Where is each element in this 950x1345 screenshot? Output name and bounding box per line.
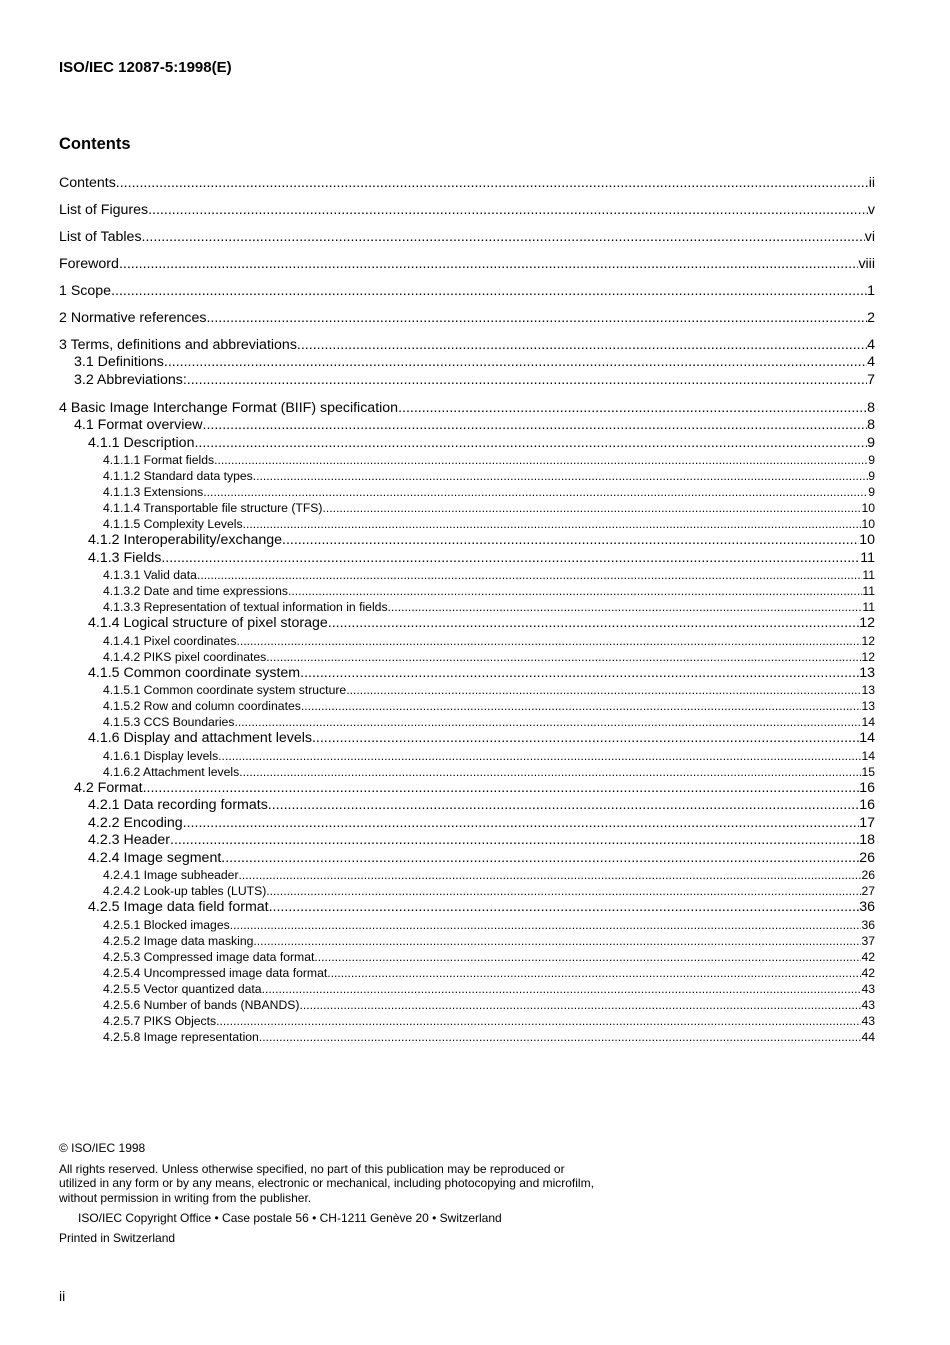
toc-entry[interactable] (59, 532, 875, 550)
toc-leader-dots (142, 229, 865, 246)
toc-entry-title: 4.2.4.2 Look-up tables (LUTS) (103, 884, 267, 898)
toc-entry[interactable] (59, 883, 875, 899)
toc-entry-title: 4.2.4 Image segment (88, 849, 222, 866)
toc-entry[interactable] (59, 933, 875, 949)
toc-entry[interactable] (59, 400, 875, 417)
toc-entry-title: 4.2.5.4 Uncompressed image data format (103, 965, 328, 980)
toc-entry[interactable] (59, 468, 875, 484)
toc-entry-page: 13 (859, 664, 875, 681)
toc-entry-page: 14 (861, 748, 875, 763)
contents-heading: Contents (59, 135, 131, 153)
toc-entry[interactable] (59, 615, 875, 633)
toc-leader-dots (259, 1029, 862, 1045)
toc-entry[interactable] (59, 698, 875, 714)
toc-entry[interactable] (59, 310, 875, 327)
toc-leader-dots (239, 764, 861, 780)
toc-leader-dots (206, 310, 867, 327)
toc-entry-title: 4.1.6.1 Display levels (103, 748, 219, 763)
toc-leader-dots (203, 417, 868, 435)
toc-entry-title: 4.2.5.8 Image representation (103, 1029, 259, 1044)
toc-entry-title: 4.2.5.2 Image data masking (103, 933, 254, 948)
toc-leader-dots (239, 867, 862, 883)
toc-entry-title: 4.2.5.1 Blocked images (103, 917, 230, 932)
toc-entry-page: 15 (861, 764, 875, 779)
toc-entry[interactable] (59, 899, 875, 917)
toc-entry[interactable] (59, 682, 875, 698)
toc-entry-page: 7 (867, 371, 875, 388)
toc-entry-title: 4.1.4 Logical structure of pixel storage (88, 615, 328, 631)
toc-entry[interactable] (59, 229, 875, 246)
toc-entry-title: 4.1.1.5 Complexity Levels (103, 517, 243, 531)
toc-leader-dots (327, 965, 861, 981)
toc-entry-page: 18 (859, 832, 875, 848)
toc-leader-dots (221, 850, 859, 868)
toc-entry[interactable] (59, 981, 875, 997)
toc-entry-page: v (867, 202, 875, 218)
toc-entry-title: 4 Basic Image Interchange Format (BIIF) specification (59, 400, 399, 416)
toc-entry-page: 11 (862, 600, 875, 614)
toc-entry[interactable] (59, 949, 875, 965)
toc-entry-title: 3.1 Definitions (74, 354, 164, 370)
toc-leader-dots (170, 832, 859, 850)
toc-leader-dots (116, 175, 869, 192)
toc-entry-title: 4.1.4.2 PIKS pixel coordinates (103, 649, 267, 664)
toc-leader-dots (301, 698, 862, 714)
toc-entry[interactable] (59, 997, 875, 1013)
toc-entry-title: 4.1.1 Description (88, 434, 195, 451)
toc-entry[interactable] (59, 354, 875, 372)
toc-entry-page: 12 (861, 649, 875, 664)
toc-entry-title: 4.2.5.3 Compressed image data format (103, 949, 315, 964)
toc-entry-page: 1 (867, 283, 875, 299)
toc-leader-dots (312, 730, 859, 748)
toc-entry-title: 4.1.3.1 Valid data (103, 568, 197, 582)
toc-entry-title: 4.1.1.2 Standard data types (103, 469, 253, 483)
toc-entry-title: 4.2.5.5 Vector quantized data (103, 981, 262, 996)
toc-entry-page: 42 (861, 965, 875, 980)
toc-entry-page: 10 (861, 517, 875, 531)
toc-entry[interactable] (59, 202, 875, 219)
toc-entry-page: 14 (859, 730, 875, 746)
toc-entry[interactable] (59, 516, 875, 532)
toc-entry-page: 11 (862, 584, 875, 598)
toc-entry[interactable] (59, 748, 875, 764)
toc-entry[interactable] (59, 1029, 875, 1045)
toc-entry-title: 4.2.5 Image data field format (88, 899, 269, 915)
toc-entry-title: 4.1.5.3 CCS Boundaries (103, 715, 235, 729)
toc-entry-page: 2 (867, 310, 875, 326)
toc-entry-page: 43 (861, 997, 875, 1012)
toc-entry[interactable] (59, 917, 875, 933)
toc-leader-dots (143, 780, 860, 798)
toc-entry-title: 4.2.5.7 PIKS Objects (103, 1013, 217, 1028)
toc-leader-dots (299, 997, 861, 1013)
toc-entry[interactable] (59, 965, 875, 981)
toc-entry[interactable] (59, 665, 875, 683)
toc-entry-page: 9 (868, 469, 875, 483)
toc-entry-page: 14 (861, 715, 875, 729)
toc-entry-title: List of Figures (59, 202, 149, 218)
rights-statement: All rights reserved. Unless otherwise specified, no part of this publication may be reproduced or utilized in any form or by any means, electronic or mechanical, including photocopying and microfilm, without permission in writing from the publisher. (59, 1161, 594, 1205)
toc-entry[interactable] (59, 500, 875, 516)
toc-entry-title: 4.1.3 Fields (88, 549, 162, 566)
toc-entry-page: 16 (859, 797, 875, 813)
page-number: ii (59, 1288, 66, 1304)
toc-entry[interactable] (59, 714, 875, 730)
toc-entry-title: 3 Terms, definitions and abbreviations (59, 337, 297, 353)
toc-entry-page: 4 (867, 337, 875, 353)
toc-entry-title: 4.1.5.2 Row and column coordinates (103, 699, 301, 713)
table-of-contents (59, 175, 875, 1045)
toc-entry-page: 36 (859, 899, 875, 915)
toc-entry-page: ii (868, 175, 875, 191)
toc-entry-title: 4.1.1.4 Transportable file structure (TFS) (103, 501, 323, 515)
toc-entry-title: 4.1.5 Common coordinate system (88, 664, 301, 681)
toc-entry-title: 1 Scope (59, 283, 112, 299)
toc-leader-dots (197, 567, 862, 583)
toc-entry-page: 13 (861, 683, 875, 697)
toc-entry-page: 9 (868, 453, 875, 467)
toc-leader-dots (288, 583, 862, 599)
toc-leader-dots (388, 599, 863, 615)
toc-leader-dots (214, 452, 868, 468)
toc-leader-dots (243, 516, 862, 532)
toc-entry-title: 3.2 Abbreviations: (74, 371, 187, 388)
toc-entry-page: 44 (861, 1029, 875, 1044)
toc-entry[interactable] (59, 372, 875, 390)
copyright-footer (59, 1141, 599, 1245)
toc-leader-dots (322, 500, 861, 516)
toc-leader-dots (266, 883, 861, 899)
toc-entry-page: 10 (859, 532, 875, 548)
toc-entry-title: 4.1.3.2 Date and time expressions (103, 584, 288, 598)
toc-entry-title: List of Tables (59, 229, 142, 245)
toc-leader-dots (314, 949, 861, 965)
toc-leader-dots (328, 615, 859, 633)
toc-entry[interactable] (59, 256, 875, 273)
toc-entry-title: 2 Normative references (59, 310, 207, 326)
toc-entry[interactable] (59, 417, 875, 435)
toc-entry-title: 4.1.6 Display and attachment levels (88, 730, 312, 746)
toc-entry-page: viii (858, 256, 875, 272)
toc-entry[interactable] (59, 649, 875, 665)
toc-leader-dots (266, 649, 861, 665)
toc-entry-title: 4.2.3 Header (88, 832, 171, 848)
toc-entry-page: 9 (868, 485, 875, 499)
toc-leader-dots (236, 633, 861, 649)
toc-entry-title: 4.1.4.1 Pixel coordinates (103, 633, 237, 648)
toc-leader-dots (111, 283, 867, 300)
toc-entry-page: 16 (859, 779, 875, 796)
toc-entry-page: 8 (867, 417, 875, 433)
toc-entry[interactable] (59, 484, 875, 500)
toc-entry-page: 12 (859, 615, 875, 631)
toc-entry-page: 26 (861, 868, 875, 882)
toc-entry[interactable] (59, 780, 875, 798)
toc-entry-title: 4.2 Format (74, 779, 143, 796)
copyright-notice: © ISO/IEC 1998 (59, 1141, 146, 1155)
toc-entry-title: 4.1 Format overview (74, 417, 203, 433)
toc-leader-dots (234, 714, 861, 730)
toc-entry-page: 43 (861, 1013, 875, 1028)
toc-leader-dots (346, 682, 861, 698)
toc-leader-dots (203, 484, 868, 500)
toc-entry-page: 36 (861, 917, 875, 932)
toc-leader-dots (187, 372, 867, 390)
toc-leader-dots (119, 256, 859, 273)
toc-entry-title: 4.2.2 Encoding (88, 814, 183, 831)
toc-leader-dots (164, 354, 867, 372)
toc-entry[interactable] (59, 599, 875, 615)
toc-leader-dots (148, 202, 868, 219)
toc-entry[interactable] (59, 550, 875, 568)
toc-entry[interactable] (59, 832, 875, 850)
document-header: ISO/IEC 12087-5:1998(E) (59, 59, 232, 76)
toc-entry-page: 12 (861, 633, 875, 648)
toc-leader-dots (253, 933, 861, 949)
toc-entry-page: 42 (861, 949, 875, 964)
toc-entry-page: 17 (859, 814, 875, 831)
toc-entry-page: 13 (861, 699, 875, 713)
toc-entry-title: 4.1.6.2 Attachment levels (103, 764, 240, 779)
toc-entry-page: 9 (867, 434, 875, 451)
toc-leader-dots (161, 550, 860, 568)
toc-entry[interactable] (59, 435, 875, 453)
toc-leader-dots (398, 400, 867, 417)
toc-entry-page: 37 (861, 933, 875, 948)
toc-entry-page: 11 (862, 568, 875, 582)
toc-entry[interactable] (59, 175, 875, 192)
toc-entry-title: 4.2.5.6 Number of bands (NBANDS) (103, 997, 300, 1012)
toc-entry-page: 26 (859, 849, 875, 866)
toc-entry[interactable] (59, 452, 875, 468)
toc-leader-dots (282, 532, 859, 550)
toc-entry[interactable] (59, 867, 875, 883)
toc-leader-dots (253, 468, 868, 484)
toc-entry[interactable] (59, 730, 875, 748)
toc-leader-dots (297, 337, 867, 354)
toc-leader-dots (216, 1013, 861, 1029)
toc-entry-title: Foreword (59, 256, 119, 272)
toc-entry-page: vi (864, 229, 875, 245)
toc-leader-dots (230, 917, 862, 933)
toc-entry-page: 43 (861, 981, 875, 996)
toc-entry-title: Contents (59, 175, 116, 191)
toc-entry[interactable] (59, 815, 875, 833)
toc-entry-title: 4.1.3.3 Representation of textual information in fields (103, 600, 388, 614)
toc-entry[interactable] (59, 583, 875, 599)
toc-entry-page: 27 (861, 884, 875, 898)
toc-entry-title: 4.1.1.3 Extensions (103, 485, 204, 499)
printed-in: Printed in Switzerland (59, 1230, 176, 1245)
toc-entry[interactable] (59, 797, 875, 815)
toc-leader-dots (262, 981, 862, 997)
toc-entry-page: 8 (867, 400, 875, 416)
toc-entry-title: 4.2.4.1 Image subheader (103, 868, 239, 882)
copyright-office-address: ISO/IEC Copyright Office • Case postale 56 • CH-1211 Genève 20 • Switzerland (78, 1211, 502, 1225)
toc-entry-title: 4.1.2 Interoperability/exchange (88, 532, 283, 548)
toc-leader-dots (269, 899, 860, 917)
toc-entry-title: 4.1.5.1 Common coordinate system structure (103, 683, 347, 697)
toc-entry-page: 11 (860, 549, 875, 566)
toc-entry-page: 10 (861, 501, 875, 515)
toc-entry[interactable] (59, 850, 875, 868)
toc-entry[interactable] (59, 1013, 875, 1029)
toc-entry[interactable] (59, 764, 875, 780)
toc-entry[interactable] (59, 283, 875, 300)
toc-leader-dots (194, 435, 867, 453)
toc-entry[interactable] (59, 337, 875, 354)
toc-leader-dots (183, 815, 860, 833)
toc-leader-dots (300, 665, 859, 683)
toc-entry[interactable] (59, 567, 875, 583)
toc-entry-page: 4 (867, 354, 875, 370)
toc-leader-dots (268, 797, 859, 815)
toc-entry-title: 4.2.1 Data recording formats (88, 797, 268, 813)
toc-entry-title: 4.1.1.1 Format fields (103, 453, 215, 467)
toc-leader-dots (218, 748, 861, 764)
toc-entry[interactable] (59, 633, 875, 649)
